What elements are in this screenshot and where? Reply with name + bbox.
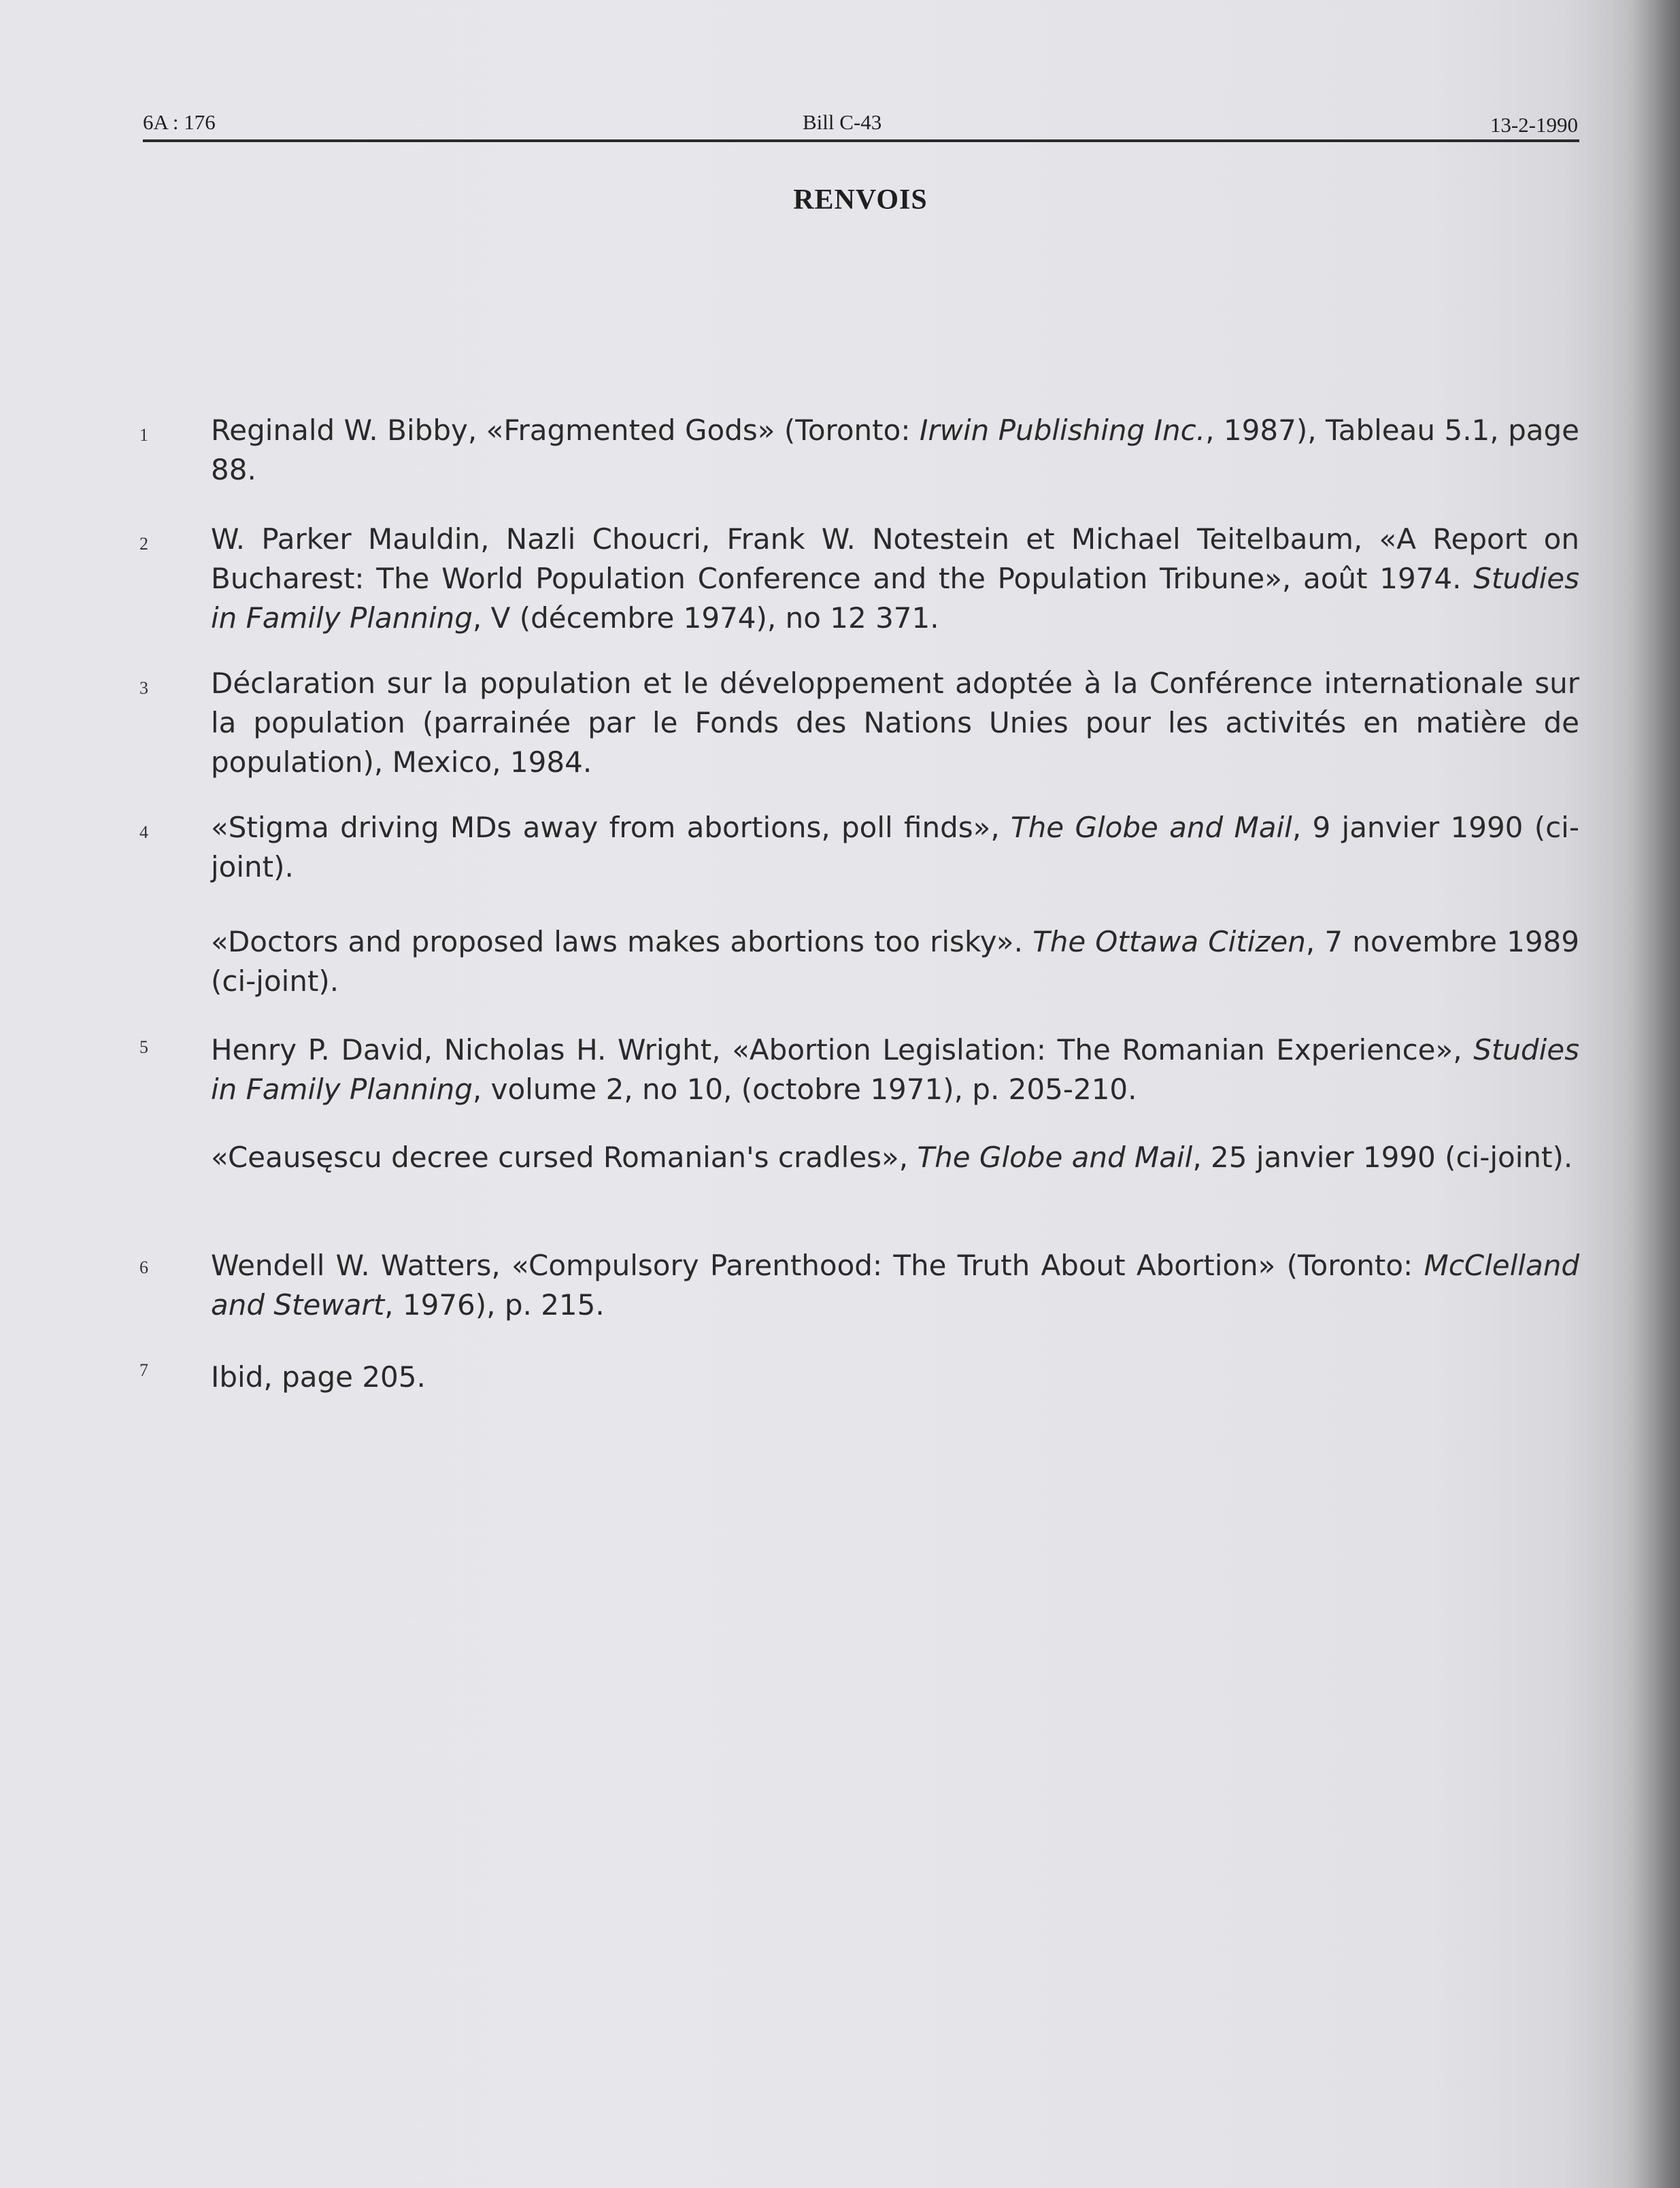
footnote-marker-7: 7 <box>139 1360 148 1380</box>
footnote-5-tail: , volume 2, no 10, (octobre 1971), p. 205-210. <box>472 1073 1137 1106</box>
page-header <box>143 107 1578 139</box>
footnote-6-tail: , 1976), p. 215. <box>384 1288 605 1322</box>
footnote-4-tail: , 9 janvier 1990 (ci-joint). <box>211 811 1580 883</box>
footnote-6-publisher: McClelland and Stewart <box>211 1249 1579 1322</box>
footnote-3-text: Déclaration sur la population et le développement adoptée à la Conférence internationale sur la population (parrainée par le Fonds des Nations Unies pour les activités en matière de population), Mexico, 1984. <box>211 667 1579 779</box>
footnote-1-tail: , 1987), Tableau 5.1, page 88. <box>211 414 1580 486</box>
page-title: RENVOIS <box>793 184 928 216</box>
footnote-4-newspaper: The Globe and Mail <box>1011 811 1292 844</box>
footnote-marker-3: 3 <box>139 678 148 698</box>
footnote-2-text: W. Parker Mauldin, Nazli Choucri, Frank W. Notestein et Michael Teitelbaum, «A Report on Bucharest: The World Population Conference and the Population Tribune», août 1974. <box>211 522 1579 595</box>
footnote-5-text: Henry P. David, Nicholas H. Wright, «Abortion Legislation: The Romanian Experience», <box>211 1033 1474 1066</box>
header-rule <box>143 139 1579 142</box>
footnote-2-tail: , V (décembre 1974), no 12 371. <box>472 601 939 635</box>
footnote-marker-1: 1 <box>139 425 148 445</box>
footnote-marker-5: 5 <box>139 1037 148 1057</box>
footnote-marker-4: 4 <box>139 822 148 842</box>
footnote-5-journal: Studies in Family Planning <box>211 1033 1579 1106</box>
footnote-4b-tail: , 7 novembre 1989 (ci-joint). <box>211 925 1579 998</box>
footnote-1 <box>211 411 1579 490</box>
header-date: 13-2-1990 <box>1490 113 1578 137</box>
footnote-7-text: Ibid, page 205. <box>211 1360 426 1394</box>
footnote-2-journal: Studies in Family Planning <box>211 562 1579 635</box>
footnote-7 <box>211 1358 1579 1397</box>
page-number: 6A : 176 <box>143 110 216 134</box>
footnote-1-publisher: Irwin Publishing Inc. <box>919 414 1206 447</box>
footnote-3 <box>211 664 1579 782</box>
footnote-6-text: Wendell W. Watters, «Compulsory Parenthood: The Truth About Abortion» (Toronto: <box>211 1249 1424 1282</box>
footnote-marker-6: 6 <box>139 1258 148 1277</box>
footnote-1-text: Reginald W. Bibby, «Fragmented Gods» (Toronto: <box>211 414 920 447</box>
footnote-4-continued <box>211 922 1579 1001</box>
footnote-4b-newspaper: The Ottawa Citizen <box>1032 925 1306 958</box>
footnote-4 <box>211 808 1579 887</box>
bill-number: Bill C-43 <box>803 110 882 134</box>
footnote-5-continued <box>211 1138 1579 1177</box>
footnote-4b-text: «Doctors and proposed laws makes abortions too risky». <box>211 925 1033 958</box>
footnote-2 <box>211 520 1579 638</box>
footnote-marker-2: 2 <box>139 534 148 554</box>
footnote-6 <box>211 1246 1579 1325</box>
page-edge-shadow <box>1632 0 1680 2188</box>
footnote-4-text: «Stigma driving MDs away from abortions, poll finds», <box>211 811 1011 844</box>
footnote-5b-tail: , 25 janvier 1990 (ci-joint). <box>1192 1141 1573 1174</box>
footnote-5 <box>211 1030 1579 1109</box>
footnote-5b-text: «Ceausęscu decree cursed Romanian's cradles», <box>211 1141 918 1174</box>
footnote-5b-newspaper: The Globe and Mail <box>917 1141 1193 1174</box>
